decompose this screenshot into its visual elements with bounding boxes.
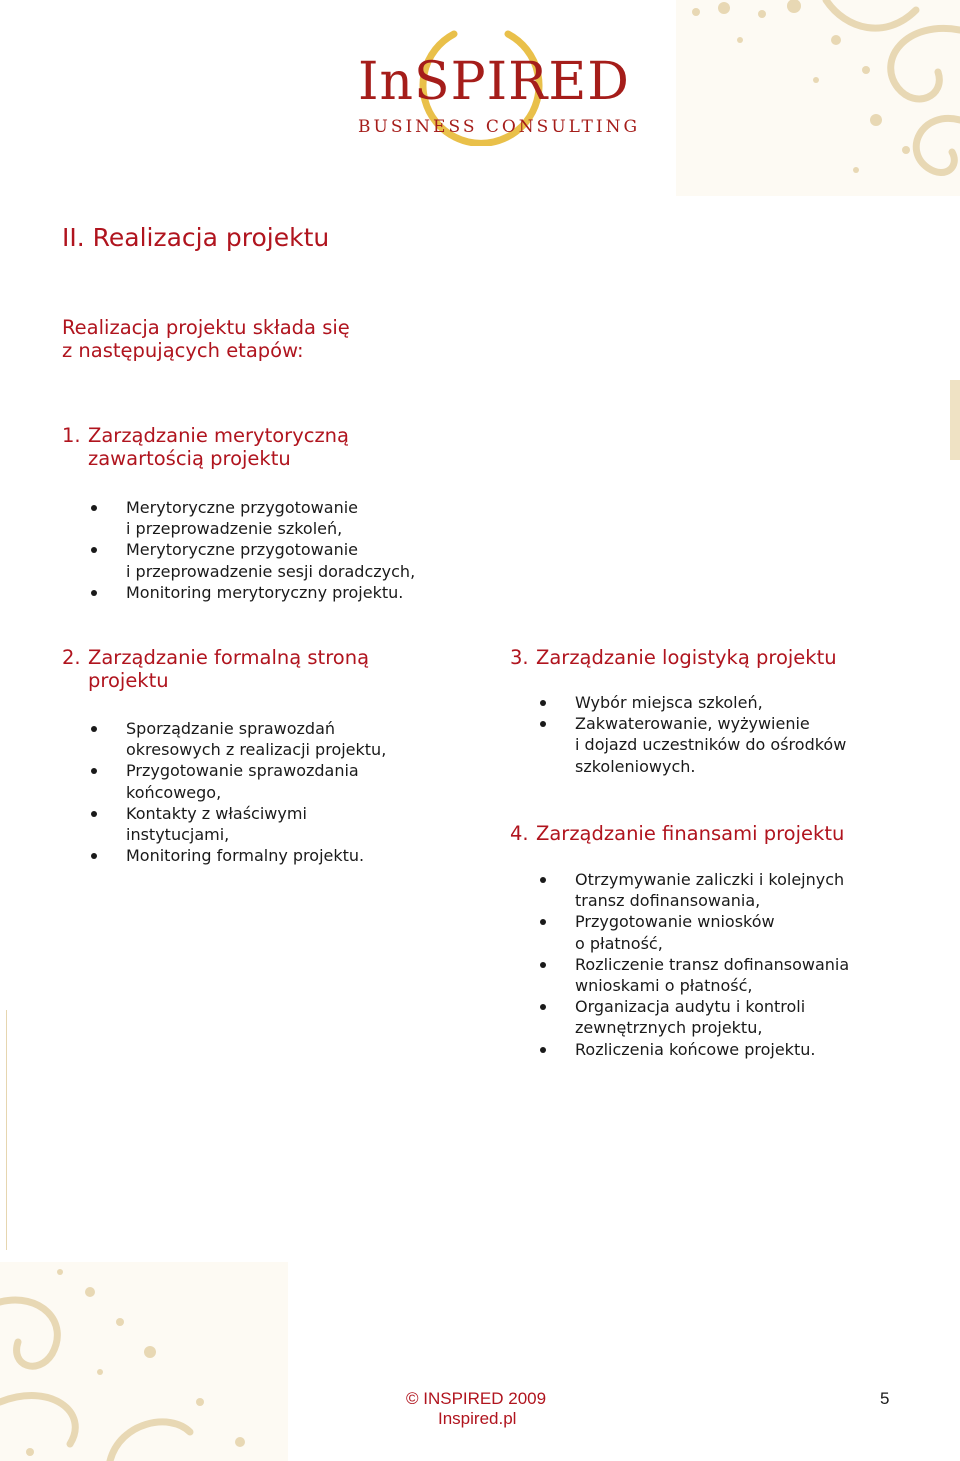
list-item: Organizacja audytu i kontroli zewnętrznych projektu, (536, 996, 849, 1038)
section-title-line: Zarządzanie logistyką projektu (536, 646, 837, 669)
page-title: II. Realizacja projektu (62, 223, 330, 252)
right-edge-ornament (950, 380, 960, 460)
intro-text (62, 316, 350, 362)
section-number: 1. (62, 424, 81, 447)
intro-line: Realizacja projektu składa się (62, 316, 350, 339)
logo-subtitle: BUSINESS CONSULTING (358, 117, 641, 137)
section-2-title (62, 646, 369, 692)
footer-copyright: © INSPIRED 2009 (406, 1389, 547, 1408)
list-item: Monitoring merytoryczny projektu. (87, 582, 415, 603)
section-title-line: Zarządzanie merytoryczną (88, 424, 349, 447)
section-3-title (510, 646, 837, 669)
section-number: 4. (510, 822, 529, 845)
page-number: 5 (880, 1389, 890, 1408)
decorative-swirl-ornament (676, 0, 960, 196)
logo-wordmark: InSPIRED (358, 52, 630, 112)
intro-line: z następujących etapów: (62, 339, 304, 362)
left-edge-line (6, 1010, 7, 1250)
section-title-line: projektu (88, 669, 169, 692)
list-item: Kontakty z właściwymi instytucjami, (87, 803, 386, 845)
section-3-list (536, 692, 846, 777)
section-number: 3. (510, 646, 529, 669)
decorative-swirl-ornament (0, 1262, 288, 1461)
list-item: Wybór miejsca szkoleń, (536, 692, 846, 713)
list-item: Przygotowanie sprawozdania końcowego, (87, 760, 386, 802)
section-4-title (510, 822, 844, 845)
section-1-list (87, 497, 415, 603)
section-4-list (536, 869, 849, 1060)
section-2-list (87, 718, 386, 866)
list-item: Merytoryczne przygotowanie i przeprowadzenie sesji doradczych, (87, 539, 415, 581)
list-item: Rozliczenia końcowe projektu. (536, 1039, 849, 1060)
section-1-title (62, 424, 349, 470)
list-item: Przygotowanie wniosków o płatność, (536, 911, 849, 953)
company-logo (358, 22, 641, 146)
section-title-line: Zarządzanie formalną stroną (88, 646, 370, 669)
list-item: Zakwaterowanie, wyżywienie i dojazd uczestników do ośrodków szkoleniowych. (536, 713, 846, 777)
section-number: 2. (62, 646, 81, 669)
list-item: Monitoring formalny projektu. (87, 845, 386, 866)
list-item: Sporządzanie sprawozdań okresowych z realizacji projektu, (87, 718, 386, 760)
list-item: Rozliczenie transz dofinansowania wnioskami o płatność, (536, 954, 849, 996)
footer-site: Inspired.pl (438, 1409, 517, 1428)
list-item: Merytoryczne przygotowanie i przeprowadzenie szkoleń, (87, 497, 415, 539)
list-item: Otrzymywanie zaliczki i kolejnych transz dofinansowania, (536, 869, 849, 911)
section-title-line: zawartością projektu (88, 447, 291, 470)
section-title-line: Zarządzanie finansami projektu (536, 822, 845, 845)
